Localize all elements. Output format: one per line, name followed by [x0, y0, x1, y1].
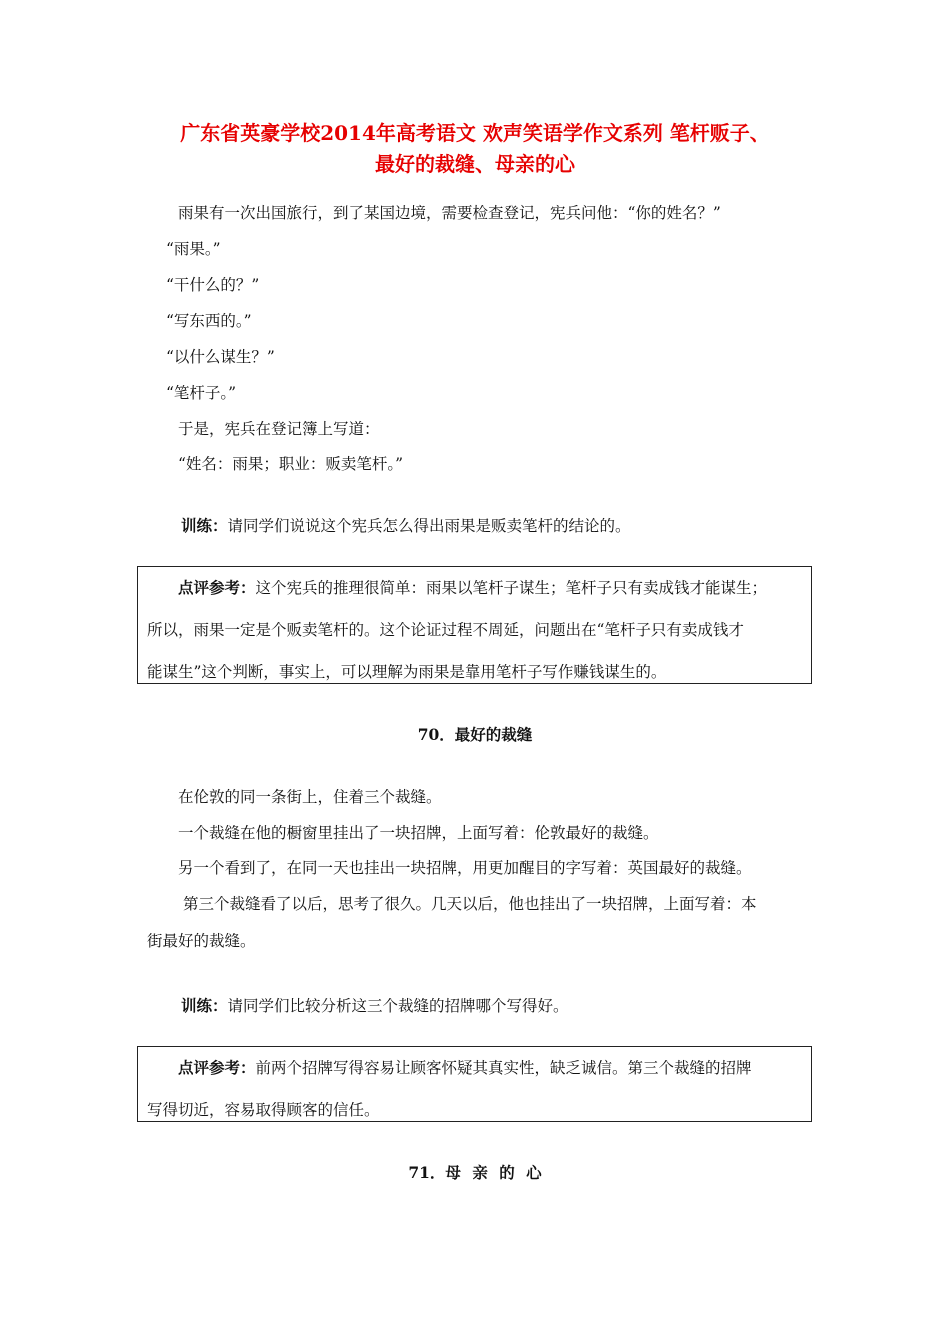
story2-paragraph-2: 一个裁缝在他的橱窗里挂出了一块招牌，上面写着：伦敦最好的裁缝。: [178, 824, 659, 842]
story2-paragraph-4-cont: 街最好的裁缝。: [147, 932, 256, 950]
story1-training: [181, 514, 631, 536]
review-line-2: 写得切近，容易取得顾客的信任。: [147, 1101, 380, 1119]
story2-paragraph-3: 另一个看到了，在同一天也挂出一块招牌，用更加醒目的字写着：英国最好的裁缝。: [178, 859, 752, 877]
review-label: 点评参考：: [178, 1058, 256, 1077]
story2-training: [181, 994, 569, 1016]
story2-paragraph-1: 在伦敦的同一条街上，住着三个裁缝。: [178, 788, 442, 806]
story2-review-box: [137, 1046, 812, 1122]
review-line-2: 所以，雨果一定是个贩卖笔杆的。这个论证过程不周延，问题出在“笔杆子只有卖成钱才: [147, 621, 744, 639]
story2-paragraph-4: 第三个裁缝看了以后，思考了很久。几天以后，他也挂出了一块招牌，上面写着：本: [183, 895, 757, 913]
story1-dialogue-4: “以什么谋生？”: [166, 348, 275, 366]
story1-dialogue-2: “干什么的？”: [166, 276, 260, 294]
story1-dialogue-1: “雨果。”: [166, 240, 221, 258]
story1-dialogue-3: “写东西的。”: [166, 312, 252, 330]
document-title: [120, 118, 830, 180]
story1-paragraph-1: 雨果有一次出国旅行，到了某国边境，需要检查登记，宪兵问他：“你的姓名？”: [178, 204, 721, 222]
review-label: 点评参考：: [178, 578, 256, 597]
story1-review-box: [137, 566, 812, 684]
title-line-1: 广东省英豪学校2014年高考语文 欢声笑语学作文系列 笔杆贩子、: [180, 121, 770, 145]
review-line-1: 点评参考：前两个招牌写得容易让顾客怀疑其真实性，缺乏诚信。第三个裁缝的招牌: [178, 1058, 752, 1077]
review-line-3: 能谋生”这个判断，事实上，可以理解为雨果是靠用笔杆子写作赚钱谋生的。: [147, 663, 667, 681]
story3-heading: 71．母 亲 的 心: [408, 1163, 542, 1182]
story2-heading: 70．最好的裁缝: [417, 725, 533, 744]
training-text: 请同学们比较分析这三个裁缝的招牌哪个写得好。: [227, 997, 569, 1015]
training-text: 请同学们说说这个宪兵怎么得出雨果是贩卖笔杆的结论的。: [227, 517, 631, 535]
story1-dialogue-5: “笔杆子。”: [166, 384, 237, 402]
training-label: 训练：: [181, 516, 228, 535]
review-line-1: 点评参考：这个宪兵的推理很简单：雨果以笔杆子谋生；笔杆子只有卖成钱才能谋生；: [178, 578, 768, 597]
title-line-2: 最好的裁缝、母亲的心: [375, 152, 575, 176]
training-label: 训练：: [181, 996, 228, 1015]
story1-record: “姓名：雨果；职业：贩卖笔杆。”: [178, 455, 404, 473]
story1-paragraph-2: 于是，宪兵在登记簿上写道：: [178, 420, 380, 438]
